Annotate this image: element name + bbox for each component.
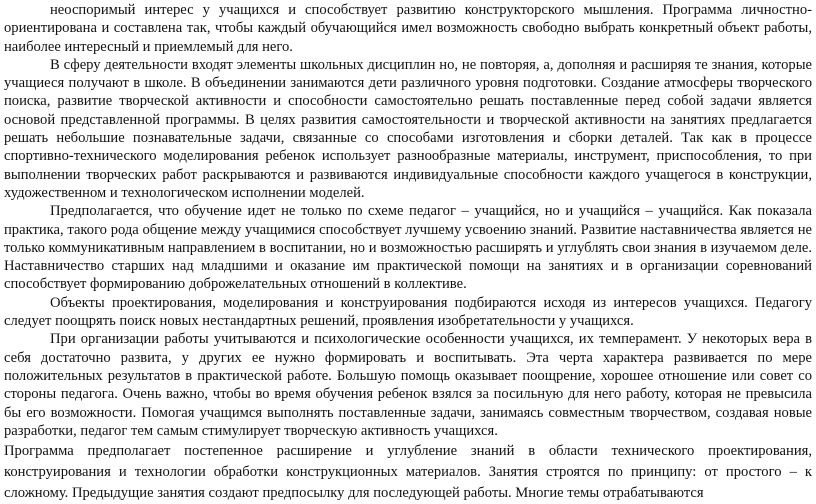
paragraph-design-objects: Объекты проектирования, моделирования и конструирования подбираются исходя из интересов учащихся. Педагогу следует поощрять поиск новых нестандартных решений, проявления изобретательности у учащихся.	[4, 294, 812, 330]
paragraph-program-scope: Программа предполагает постепенное расширение и углубление знаний в области технического проектирования, конструирования и технологии обработки конструкционных материалов. Занятия строятся по принципу: от простого – к сложному. Предыдущие занятия создают предпосылку для последующей работы. Многие темы отрабатываются	[4, 443, 812, 502]
paragraph-scope: В сферу деятельности входят элементы школьных дисциплин но, не повторяя, а, дополняя и расширяя те знания, которые учащиеся получают в школе. В объединении занимаются дети различного уровня подготовки. Создание атмосферы творческого поиска, развитие творческой активности и способности самостоятельно решать поставленные перед собой задачи является основой представленной программы. В целях развития самостоятельности и творческой активности на занятиях предлагается решать небольшие познавательные задачи, связанные со способами изготовления и сборки деталей. Так как в процессе спортивно-технического моделирования ребенок использует разнообразные материалы, инструмент, приспособления, то при выполнении творческих работ раскрываются и развиваются индивидуальные способности каждого учащегося в конструкции, художественном и технологическом исполнении моделей.	[4, 56, 812, 201]
paragraph-mentoring: Предполагается, что обучение идет не только по схеме педагог – учащийся, но и учащийся – учащийся. Как показала практика, такого рода общение между учащимися способствует лучшему усвоению знаний. Развитие наставничества является не только коммуникативным направлением в воспитании, но и возможностью расширять и углублять свои знания в изучаемом деле. Наставничество старших над младшими и оказание им практической помощи на занятиях и в организации соревнований способствует формированию доброжелательных отношений в коллективе.	[4, 203, 812, 293]
paragraph-psychology: При организации работы учитываются и психологические особенности учащихся, их темперамент. У некоторых вера в себя достаточно развита, у других ее нужно формировать и воспитывать. Эта черта характера развивается по мере положительных результатов в практической работе. Большую помощь оказывает поощрение, хорошее отношение или совет со стороны педагога. Очень важно, чтобы во время обучения ребенок взялся за посильную для него работу, которая не превысила бы его возможности. Помогая учащимся выполнять поставленные задачи, занимаясь совместным творчеством, создавая новые разработки, педагог тем самым стимулирует творческую активность учащихся.	[4, 331, 812, 439]
document-page	[4, 1, 812, 504]
paragraph-continuation: неоспоримый интерес у учащихся и способствует развитию конструкторского мышления. Программа личностно-ориентирована и составлена так, чтобы каждый обучающийся имел возможность свободно выбрать конкретный объект работы, наиболее интересный и приемлемый для него.	[4, 2, 812, 55]
